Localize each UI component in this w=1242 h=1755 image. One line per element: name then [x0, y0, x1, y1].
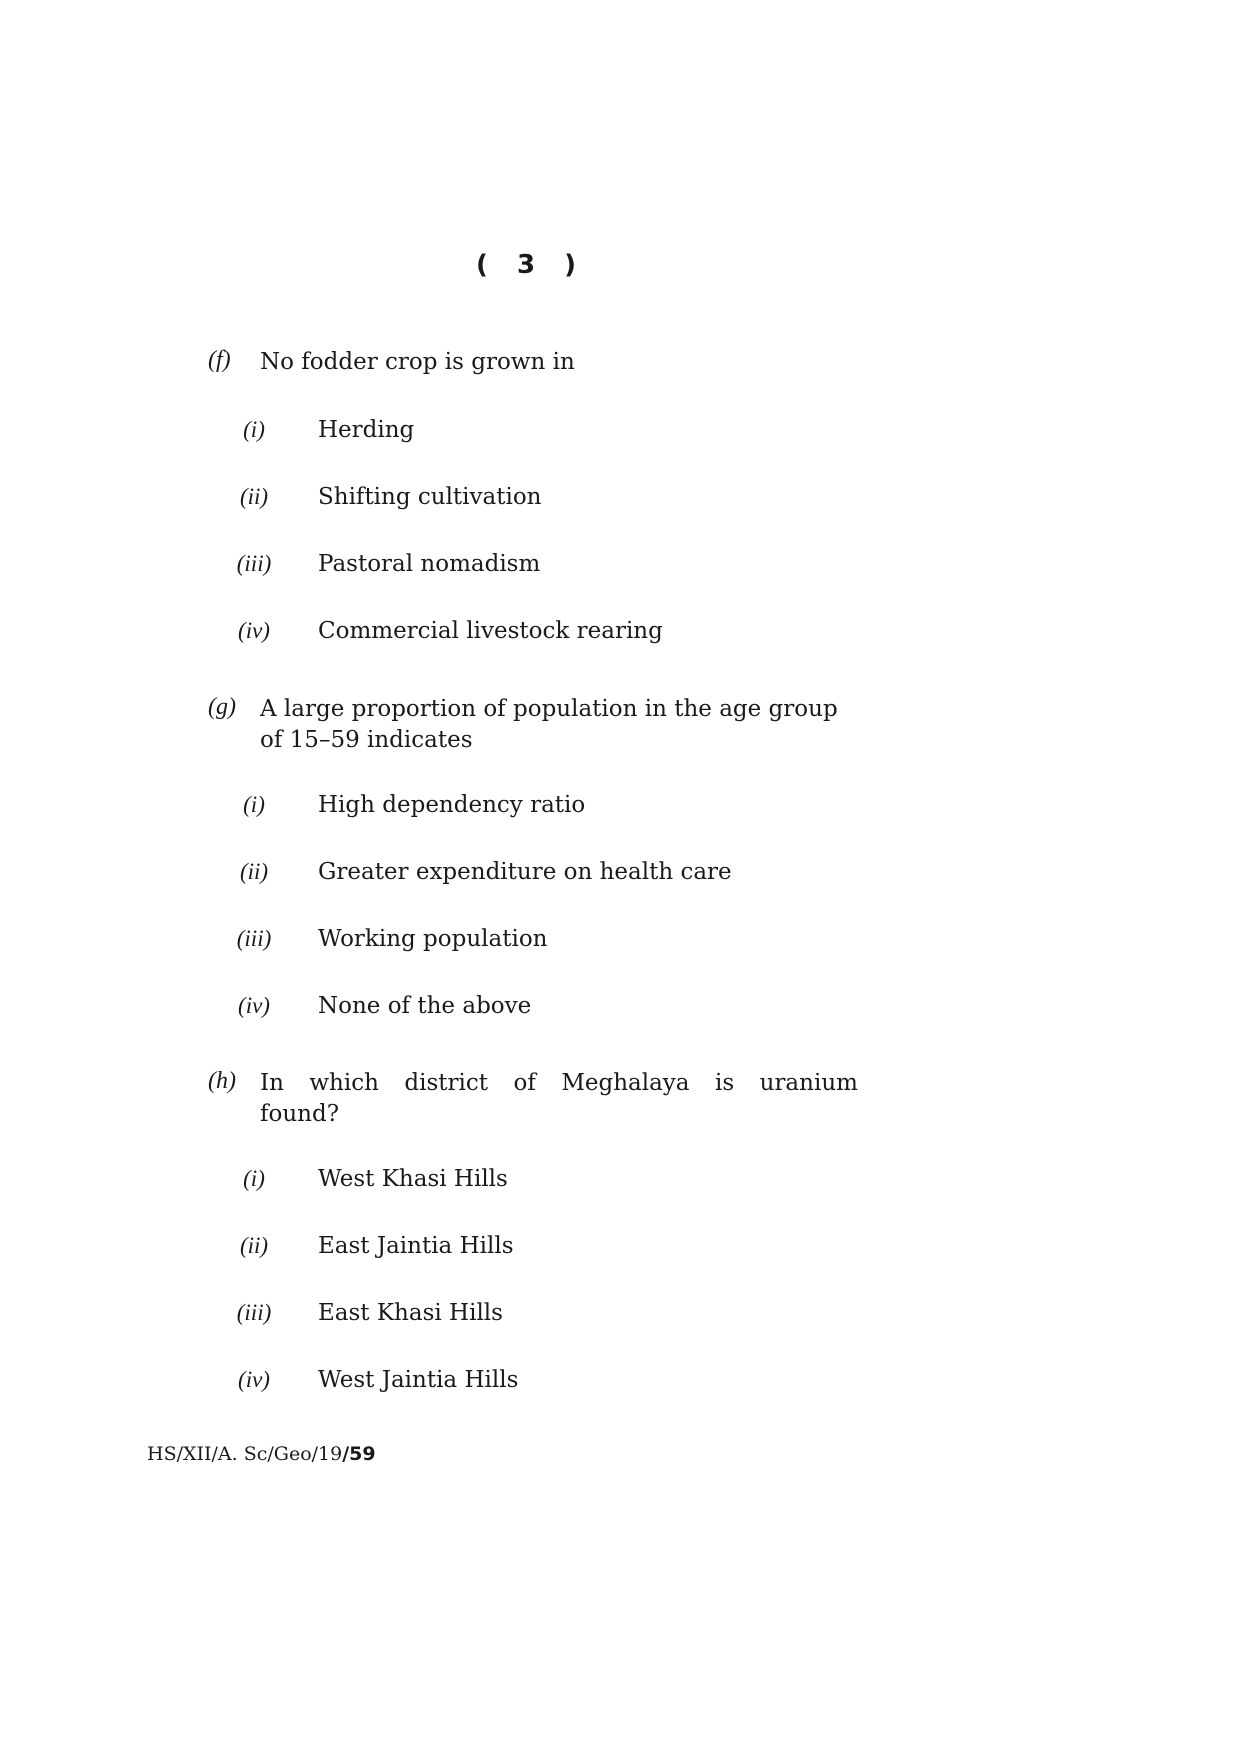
- option-text: West Khasi Hills: [318, 1166, 508, 1192]
- page-number: ( 3 ): [476, 250, 586, 280]
- option-text: East Khasi Hills: [318, 1300, 503, 1326]
- question-text-line-1: [260, 1068, 858, 1099]
- word: which: [309, 1070, 379, 1096]
- question-text: No fodder crop is grown in: [260, 349, 575, 375]
- option-text: Shifting cultivation: [318, 484, 542, 510]
- option-text: Herding: [318, 417, 415, 443]
- question-text-line-2: of 15–59 indicates: [260, 727, 473, 753]
- question-label: (g): [208, 694, 236, 720]
- option-text: High dependency ratio: [318, 792, 586, 818]
- option-label: (i): [243, 1166, 265, 1191]
- word: is: [714, 1070, 735, 1096]
- word: In: [260, 1070, 284, 1096]
- option-label: (ii): [239, 859, 269, 884]
- option-text: None of the above: [318, 993, 532, 1019]
- option-text: Working population: [318, 926, 548, 952]
- footer-code: HS/XII/A. Sc/Geo/19: [147, 1443, 343, 1465]
- question-label: (h): [208, 1068, 236, 1094]
- option-label: (i): [243, 417, 265, 442]
- question-text-line-2: found?: [260, 1101, 340, 1127]
- option-label: (iii): [236, 1300, 272, 1325]
- word: Meghalaya: [561, 1070, 690, 1096]
- option-text: East Jaintia Hills: [318, 1233, 514, 1259]
- question-f: [208, 347, 858, 378]
- option-text: Pastoral nomadism: [318, 551, 541, 577]
- question-text: [260, 694, 858, 756]
- option-label: (i): [243, 792, 265, 817]
- option-text: Commercial livestock rearing: [318, 618, 663, 644]
- option-label: (iv): [238, 618, 270, 643]
- option-label: (iii): [236, 551, 272, 576]
- footer-code-number: /59: [342, 1443, 376, 1465]
- option-label: (iv): [238, 1367, 270, 1392]
- option-text: West Jaintia Hills: [318, 1367, 519, 1393]
- word: district: [404, 1070, 489, 1096]
- question-g: [208, 694, 858, 756]
- option-label: (ii): [239, 1233, 269, 1258]
- option-label: (ii): [239, 484, 269, 509]
- option-text: Greater expenditure on health care: [318, 859, 732, 885]
- question-label: (f): [208, 347, 231, 373]
- word: uranium: [759, 1070, 858, 1096]
- question-h: [208, 1068, 858, 1130]
- question-text-line-1: A large proportion of population in the age group: [260, 696, 838, 722]
- word: of: [513, 1070, 536, 1096]
- footer-paper-code: [147, 1443, 376, 1465]
- option-label: (iii): [236, 926, 272, 951]
- question-text: [260, 1068, 858, 1130]
- option-label: (iv): [238, 993, 270, 1018]
